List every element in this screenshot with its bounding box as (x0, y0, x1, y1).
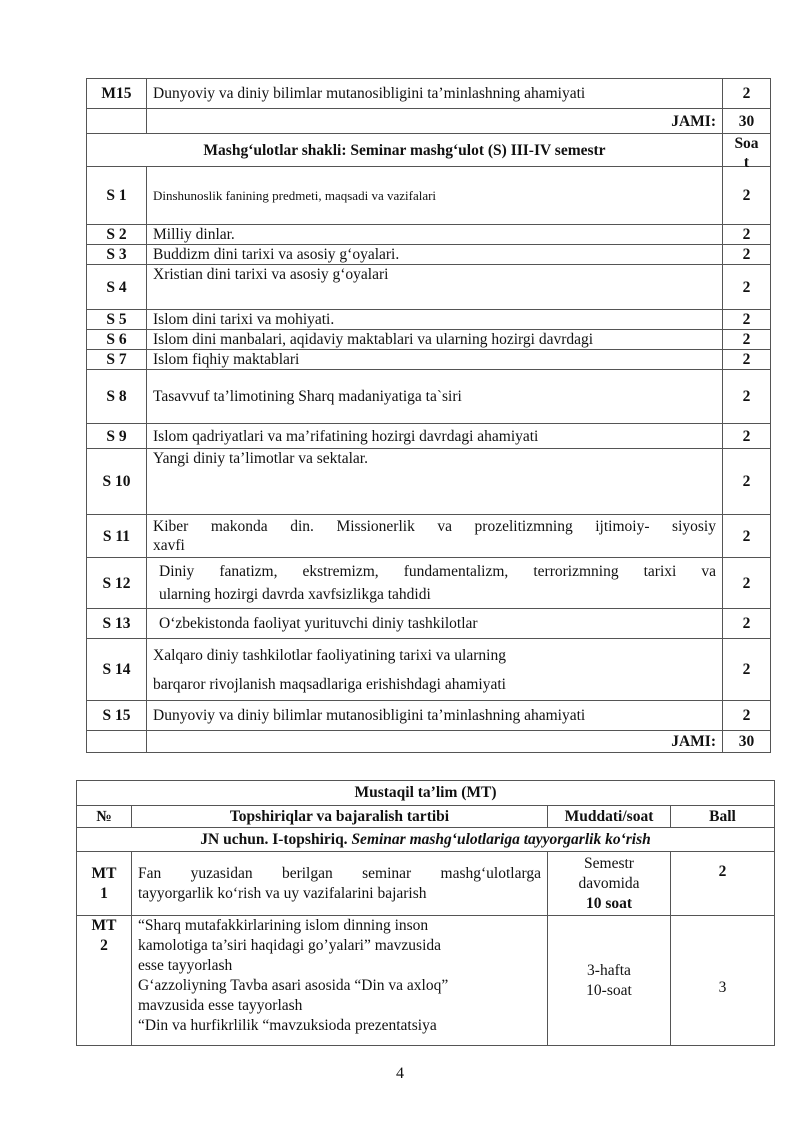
table-row (87, 449, 771, 515)
column-header-score: Ball (671, 806, 775, 828)
row-code: S 7 (87, 350, 147, 370)
table-row (87, 245, 771, 265)
row-code: M15 (87, 79, 147, 109)
row-code: S 9 (87, 424, 147, 449)
table-row (87, 330, 771, 350)
row-topic-line: ularning hozirgi davrda xavfsizlikga tahdidi (159, 586, 431, 603)
row-hours: 2 (723, 701, 771, 731)
page-number: 4 (396, 1065, 404, 1082)
row-topic (147, 515, 723, 558)
row-code: S 1 (87, 167, 147, 225)
row-hours: 2 (723, 370, 771, 424)
row-task-line: tayyorgarlik ko‘rish va uy vazifalarini bajarish (138, 884, 427, 902)
row-topic: Xristian dini tarixi va asosiy g‘oyalari (147, 265, 723, 310)
row-code: S 2 (87, 225, 147, 245)
row-topic: Dinshunoslik fanining predmeti, maqsadi va vazifalari (147, 167, 723, 225)
task-heading (77, 828, 775, 852)
row-num (77, 916, 132, 1046)
row-num-line: MT (91, 917, 117, 934)
row-topic: Dunyoviy va diniy bilimlar mutanosibligini ta’minlashning ahamiyati (147, 79, 723, 109)
row-hours: 2 (723, 424, 771, 449)
row-topic: Islom fiqhiy maktablari (147, 350, 723, 370)
row-duration (548, 852, 671, 916)
row-topic-line: Xalqaro diniy tashkilotlar faoliyatining tarixi va ularning (153, 646, 506, 664)
row-hours: 2 (723, 558, 771, 609)
table-row (87, 350, 771, 370)
row-hours: 2 (723, 639, 771, 701)
table-row (77, 852, 775, 916)
table-title-row (77, 781, 775, 806)
table-row (77, 916, 775, 1046)
row-duration-line: 3-hafta (587, 961, 631, 979)
table-row (87, 639, 771, 701)
row-code: S 8 (87, 370, 147, 424)
total-row (87, 109, 771, 134)
row-topic-line: xavfi (153, 537, 185, 554)
row-topic: Tasavvuf ta’limotining Sharq madaniyatiga ta`siri (147, 370, 723, 424)
row-duration-line: 10-soat (586, 981, 632, 999)
table-header-row (77, 806, 775, 828)
row-topic-line: barqaror rivojlanish maqsadlariga erishishdagi ahamiyati (153, 675, 506, 693)
table-title: Mustaqil ta’lim (MT) (77, 781, 775, 806)
row-duration-line: Semestr (584, 854, 634, 872)
table-row (87, 370, 771, 424)
row-hours: 2 (723, 79, 771, 109)
section-title: Mashg‘ulotlar shakli: Seminar mashg‘ulot (S) III-IV semestr (87, 134, 723, 167)
row-num (77, 852, 132, 916)
row-hours: 2 (723, 265, 771, 310)
row-task-line: mavzusida esse tayyorlash (138, 997, 303, 1014)
row-code: S 3 (87, 245, 147, 265)
row-topic (147, 639, 723, 701)
hours-header-label: Soa (734, 135, 759, 152)
table-row (87, 515, 771, 558)
task-heading-bold: JN uchun. I-topshiriq. (200, 830, 348, 848)
table-row (87, 265, 771, 310)
row-hours: 2 (723, 310, 771, 330)
row-task-line: “Din va hurfikrlilik “mavzuksioda prezentatsiya (138, 1017, 437, 1034)
hours-header (723, 134, 771, 171)
row-hours: 2 (723, 225, 771, 245)
total-row (87, 731, 771, 753)
task-heading-italic: Seminar mashg‘ulotlariga tayyorgarlik ko‘rish (351, 830, 651, 848)
row-task-line: esse tayyorlash (138, 957, 233, 974)
row-code: S 12 (87, 558, 147, 609)
row-score: 2 (671, 852, 775, 916)
table-row (87, 167, 771, 225)
row-num-line: MT (91, 864, 117, 882)
row-duration-line: 10 soat (585, 894, 633, 912)
row-task (132, 916, 548, 1046)
independent-study-table (76, 780, 775, 1046)
column-header-duration: Muddati/soat (548, 806, 671, 828)
row-score: 3 (671, 916, 775, 1046)
row-num-line: 1 (100, 884, 108, 902)
row-topic: Buddizm dini tarixi va asosiy g‘oyalari. (147, 245, 723, 265)
total-label: JAMI: (147, 109, 723, 134)
table-row (87, 424, 771, 449)
row-code: S 15 (87, 701, 147, 731)
task-heading-row (77, 828, 775, 852)
hours-header-stub: t (743, 154, 750, 171)
table-row (87, 609, 771, 639)
row-task (132, 852, 548, 916)
total-value: 30 (723, 109, 771, 134)
row-hours: 2 (723, 167, 771, 225)
row-code: S 13 (87, 609, 147, 639)
table-row (87, 558, 771, 609)
table-row (87, 701, 771, 731)
row-task-line: Fan yuzasidan berilgan seminar mashg‘ulotlarga (138, 864, 541, 882)
row-code: S 11 (87, 515, 147, 558)
column-header-tasks: Topshiriqlar va bajaralish tartibi (132, 806, 548, 828)
row-code: S 10 (87, 449, 147, 515)
row-task-line: “Sharq mutafakkirlarining islom dinning inson (138, 917, 429, 934)
row-topic: Islom dini manbalari, aqidaviy maktablari va ularning hozirgi davrdagi (147, 330, 723, 350)
total-label: JAMI: (147, 731, 723, 753)
row-topic (147, 558, 723, 609)
seminar-table (86, 78, 771, 753)
section-header-row (87, 134, 771, 167)
table-row (87, 310, 771, 330)
row-hours: 2 (723, 330, 771, 350)
row-code: S 14 (87, 639, 147, 701)
row-hours: 2 (723, 609, 771, 639)
row-topic: Islom dini tarixi va mohiyati. (147, 310, 723, 330)
row-hours: 2 (723, 350, 771, 370)
row-topic-line: Kiber makonda din. Missionerlik va prozelitizmning ijtimoiy- siyosiy (153, 518, 716, 535)
table-row (87, 79, 771, 109)
row-topic: Dunyoviy va diniy bilimlar mutanosibligini ta’minlashning ahamiyati (147, 701, 723, 731)
column-header-num: № (77, 806, 132, 828)
row-topic: Milliy dinlar. (147, 225, 723, 245)
row-code: S 5 (87, 310, 147, 330)
row-topic-line: Diniy fanatizm, ekstremizm, fundamentalizm, terrorizmning tarixi va (159, 563, 716, 580)
row-duration-line: davomida (578, 874, 640, 892)
row-code: S 4 (87, 265, 147, 310)
table-row (87, 225, 771, 245)
total-value: 30 (723, 731, 771, 753)
row-hours: 2 (723, 245, 771, 265)
row-task-line: kamolotiga ta’siri haqidagi go’yalari” mavzusida (138, 937, 442, 954)
row-hours: 2 (723, 449, 771, 515)
row-topic: Islom qadriyatlari va ma’rifatining hozirgi davrdagi ahamiyati (147, 424, 723, 449)
row-code: S 6 (87, 330, 147, 350)
row-hours: 2 (723, 515, 771, 558)
row-topic: Yangi diniy ta’limotlar va sektalar. (147, 449, 723, 515)
row-topic: O‘zbekistonda faoliyat yurituvchi diniy tashkilotlar (147, 609, 723, 639)
row-task-line: G‘azzoliyning Tavba asari asosida “Din va axloq” (138, 977, 449, 994)
row-num-line: 2 (100, 937, 108, 954)
row-duration (548, 916, 671, 1046)
